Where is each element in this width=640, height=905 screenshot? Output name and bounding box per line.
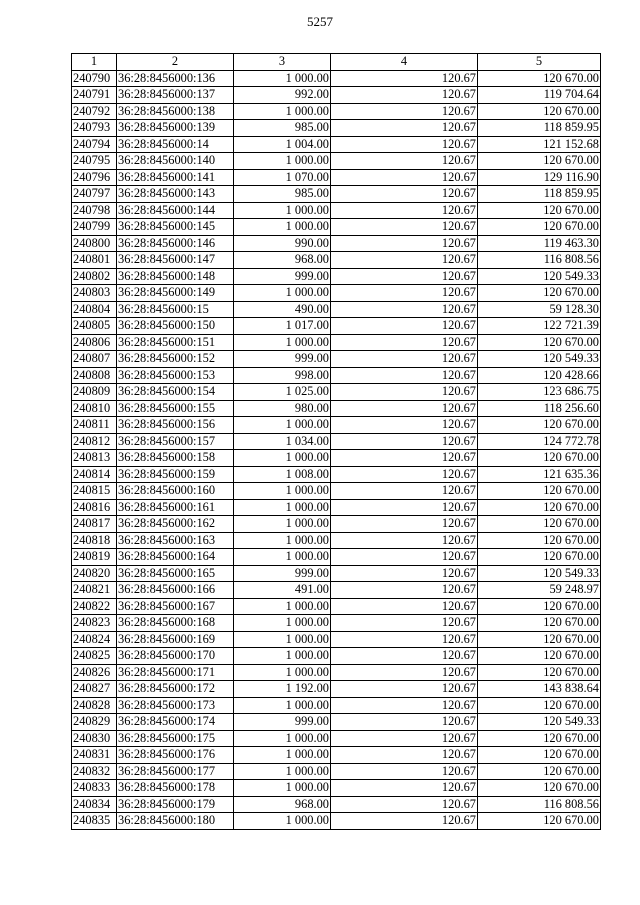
value-cell: 120 670.00 [478, 516, 601, 533]
rate-cell: 120.67 [331, 681, 478, 698]
area-cell: 491.00 [234, 582, 331, 599]
row-number-cell: 240793 [72, 120, 117, 137]
row-number-cell: 240831 [72, 747, 117, 764]
page-number: 5257 [307, 14, 333, 29]
rate-cell: 120.67 [331, 153, 478, 170]
row-number-cell: 240804 [72, 301, 117, 318]
area-cell: 1 000.00 [234, 202, 331, 219]
row-number-cell: 240792 [72, 103, 117, 120]
rate-cell: 120.67 [331, 516, 478, 533]
value-cell: 120 670.00 [478, 202, 601, 219]
column-header-5: 5 [478, 54, 601, 71]
value-cell: 121 635.36 [478, 466, 601, 483]
table-row [72, 450, 601, 467]
area-cell: 985.00 [234, 120, 331, 137]
cadastral-number-cell: 36:28:8456000:171 [117, 664, 234, 681]
row-number-cell: 240803 [72, 285, 117, 302]
row-number-cell: 240824 [72, 631, 117, 648]
value-cell: 118 859.95 [478, 120, 601, 137]
cadastral-number-cell: 36:28:8456000:159 [117, 466, 234, 483]
row-number-cell: 240822 [72, 598, 117, 615]
table-row [72, 747, 601, 764]
cadastral-number-cell: 36:28:8456000:164 [117, 549, 234, 566]
row-number-cell: 240826 [72, 664, 117, 681]
value-cell: 120 670.00 [478, 763, 601, 780]
table-row [72, 615, 601, 632]
rate-cell: 120.67 [331, 70, 478, 87]
area-cell: 1 000.00 [234, 747, 331, 764]
row-number-cell: 240811 [72, 417, 117, 434]
area-cell: 1 000.00 [234, 483, 331, 500]
row-number-cell: 240815 [72, 483, 117, 500]
area-cell: 1 000.00 [234, 730, 331, 747]
rate-cell: 120.67 [331, 169, 478, 186]
value-cell: 120 670.00 [478, 499, 601, 516]
value-cell: 120 549.33 [478, 268, 601, 285]
table-row [72, 153, 601, 170]
table-row [72, 70, 601, 87]
cadastral-number-cell: 36:28:8456000:172 [117, 681, 234, 698]
value-cell: 119 704.64 [478, 87, 601, 104]
value-cell: 120 670.00 [478, 285, 601, 302]
rate-cell: 120.67 [331, 136, 478, 153]
value-cell: 120 670.00 [478, 631, 601, 648]
row-number-cell: 240794 [72, 136, 117, 153]
area-cell: 998.00 [234, 367, 331, 384]
rate-cell: 120.67 [331, 565, 478, 582]
area-cell: 1 000.00 [234, 532, 331, 549]
row-number-cell: 240817 [72, 516, 117, 533]
rate-cell: 120.67 [331, 334, 478, 351]
cadastral-number-cell: 36:28:8456000:153 [117, 367, 234, 384]
value-cell: 123 686.75 [478, 384, 601, 401]
area-cell: 980.00 [234, 400, 331, 417]
rate-cell: 120.67 [331, 400, 478, 417]
value-cell: 143 838.64 [478, 681, 601, 698]
table-row [72, 252, 601, 269]
table-row [72, 433, 601, 450]
value-cell: 120 549.33 [478, 351, 601, 368]
table-row [72, 103, 601, 120]
cadastral-number-cell: 36:28:8456000:180 [117, 813, 234, 830]
cadastral-number-cell: 36:28:8456000:143 [117, 186, 234, 203]
row-number-cell: 240813 [72, 450, 117, 467]
table-row [72, 268, 601, 285]
cadastral-number-cell: 36:28:8456000:136 [117, 70, 234, 87]
cadastral-number-cell: 36:28:8456000:178 [117, 780, 234, 797]
table-row [72, 631, 601, 648]
area-cell: 1 034.00 [234, 433, 331, 450]
rate-cell: 120.67 [331, 252, 478, 269]
rate-cell: 120.67 [331, 450, 478, 467]
table-row [72, 796, 601, 813]
cadastral-number-cell: 36:28:8456000:140 [117, 153, 234, 170]
area-cell: 1 192.00 [234, 681, 331, 698]
table-row [72, 697, 601, 714]
rate-cell: 120.67 [331, 268, 478, 285]
value-cell: 120 670.00 [478, 813, 601, 830]
table-row [72, 714, 601, 731]
value-cell: 59 248.97 [478, 582, 601, 599]
area-cell: 1 000.00 [234, 499, 331, 516]
cadastral-number-cell: 36:28:8456000:168 [117, 615, 234, 632]
area-cell: 1 000.00 [234, 664, 331, 681]
value-cell: 120 549.33 [478, 565, 601, 582]
table-row [72, 417, 601, 434]
table-row [72, 532, 601, 549]
cadastral-number-cell: 36:28:8456000:14 [117, 136, 234, 153]
rate-cell: 120.67 [331, 433, 478, 450]
area-cell: 968.00 [234, 796, 331, 813]
cadastral-number-cell: 36:28:8456000:169 [117, 631, 234, 648]
table-row [72, 813, 601, 830]
table-row [72, 664, 601, 681]
rate-cell: 120.67 [331, 219, 478, 236]
value-cell: 116 808.56 [478, 252, 601, 269]
row-number-cell: 240816 [72, 499, 117, 516]
cadastral-number-cell: 36:28:8456000:162 [117, 516, 234, 533]
area-cell: 1 000.00 [234, 780, 331, 797]
area-cell: 1 000.00 [234, 648, 331, 665]
table-row [72, 499, 601, 516]
value-cell: 120 549.33 [478, 714, 601, 731]
table-body [72, 70, 601, 829]
cadastral-number-cell: 36:28:8456000:15 [117, 301, 234, 318]
cadastral-number-cell: 36:28:8456000:152 [117, 351, 234, 368]
value-cell: 120 670.00 [478, 664, 601, 681]
table-row [72, 169, 601, 186]
table-row [72, 763, 601, 780]
row-number-cell: 240795 [72, 153, 117, 170]
value-cell: 120 670.00 [478, 747, 601, 764]
table-row [72, 367, 601, 384]
cadastral-number-cell: 36:28:8456000:151 [117, 334, 234, 351]
table-row [72, 565, 601, 582]
value-cell: 120 670.00 [478, 417, 601, 434]
cadastral-number-cell: 36:28:8456000:179 [117, 796, 234, 813]
area-cell: 1 000.00 [234, 813, 331, 830]
table-row [72, 120, 601, 137]
row-number-cell: 240799 [72, 219, 117, 236]
row-number-cell: 240835 [72, 813, 117, 830]
table-row [72, 780, 601, 797]
row-number-cell: 240809 [72, 384, 117, 401]
cadastral-number-cell: 36:28:8456000:146 [117, 235, 234, 252]
area-cell: 968.00 [234, 252, 331, 269]
row-number-cell: 240810 [72, 400, 117, 417]
rate-cell: 120.67 [331, 318, 478, 335]
area-cell: 1 000.00 [234, 417, 331, 434]
row-number-cell: 240829 [72, 714, 117, 731]
row-number-cell: 240825 [72, 648, 117, 665]
rate-cell: 120.67 [331, 763, 478, 780]
table-row [72, 730, 601, 747]
area-cell: 490.00 [234, 301, 331, 318]
table-row [72, 334, 601, 351]
value-cell: 120 428.66 [478, 367, 601, 384]
area-cell: 999.00 [234, 565, 331, 582]
table-row [72, 87, 601, 104]
row-number-cell: 240796 [72, 169, 117, 186]
rate-cell: 120.67 [331, 417, 478, 434]
area-cell: 1 000.00 [234, 334, 331, 351]
value-cell: 59 128.30 [478, 301, 601, 318]
value-cell: 120 670.00 [478, 549, 601, 566]
cadastral-number-cell: 36:28:8456000:141 [117, 169, 234, 186]
cadastral-number-cell: 36:28:8456000:176 [117, 747, 234, 764]
row-number-cell: 240830 [72, 730, 117, 747]
table-row [72, 466, 601, 483]
cadastral-number-cell: 36:28:8456000:166 [117, 582, 234, 599]
value-cell: 120 670.00 [478, 153, 601, 170]
area-cell: 999.00 [234, 351, 331, 368]
row-number-cell: 240797 [72, 186, 117, 203]
cadastral-number-cell: 36:28:8456000:174 [117, 714, 234, 731]
value-cell: 120 670.00 [478, 648, 601, 665]
area-cell: 992.00 [234, 87, 331, 104]
table-row [72, 186, 601, 203]
area-cell: 1 000.00 [234, 103, 331, 120]
rate-cell: 120.67 [331, 351, 478, 368]
cadastral-number-cell: 36:28:8456000:157 [117, 433, 234, 450]
area-cell: 999.00 [234, 268, 331, 285]
value-cell: 118 256.60 [478, 400, 601, 417]
cadastral-number-cell: 36:28:8456000:173 [117, 697, 234, 714]
row-number-cell: 240820 [72, 565, 117, 582]
value-cell: 129 116.90 [478, 169, 601, 186]
table-row [72, 136, 601, 153]
area-cell: 1 070.00 [234, 169, 331, 186]
rate-cell: 120.67 [331, 483, 478, 500]
cadastral-number-cell: 36:28:8456000:149 [117, 285, 234, 302]
area-cell: 1 000.00 [234, 153, 331, 170]
area-cell: 985.00 [234, 186, 331, 203]
cadastral-number-cell: 36:28:8456000:163 [117, 532, 234, 549]
area-cell: 1 000.00 [234, 70, 331, 87]
rate-cell: 120.67 [331, 301, 478, 318]
cadastral-number-cell: 36:28:8456000:145 [117, 219, 234, 236]
value-cell: 120 670.00 [478, 103, 601, 120]
row-number-cell: 240802 [72, 268, 117, 285]
rate-cell: 120.67 [331, 598, 478, 615]
table-row [72, 235, 601, 252]
rate-cell: 120.67 [331, 648, 478, 665]
value-cell: 116 808.56 [478, 796, 601, 813]
rate-cell: 120.67 [331, 747, 478, 764]
value-cell: 120 670.00 [478, 219, 601, 236]
cadastral-number-cell: 36:28:8456000:167 [117, 598, 234, 615]
table-row [72, 598, 601, 615]
row-number-cell: 240790 [72, 70, 117, 87]
column-header-3: 3 [234, 54, 331, 71]
table-header-row [72, 54, 601, 71]
table-row [72, 219, 601, 236]
row-number-cell: 240805 [72, 318, 117, 335]
rate-cell: 120.67 [331, 367, 478, 384]
cadastral-number-cell: 36:28:8456000:160 [117, 483, 234, 500]
row-number-cell: 240800 [72, 235, 117, 252]
cadastral-number-cell: 36:28:8456000:158 [117, 450, 234, 467]
cadastral-number-cell: 36:28:8456000:170 [117, 648, 234, 665]
rate-cell: 120.67 [331, 714, 478, 731]
table-row [72, 681, 601, 698]
rate-cell: 120.67 [331, 103, 478, 120]
cadastral-number-cell: 36:28:8456000:150 [117, 318, 234, 335]
area-cell: 1 000.00 [234, 219, 331, 236]
table-row [72, 285, 601, 302]
rate-cell: 120.67 [331, 186, 478, 203]
column-header-2: 2 [117, 54, 234, 71]
value-cell: 119 463.30 [478, 235, 601, 252]
table-row [72, 318, 601, 335]
area-cell: 1 000.00 [234, 516, 331, 533]
value-cell: 120 670.00 [478, 70, 601, 87]
row-number-cell: 240807 [72, 351, 117, 368]
value-cell: 120 670.00 [478, 532, 601, 549]
cadastral-number-cell: 36:28:8456000:177 [117, 763, 234, 780]
table-row [72, 301, 601, 318]
table-row [72, 400, 601, 417]
rate-cell: 120.67 [331, 202, 478, 219]
rate-cell: 120.67 [331, 499, 478, 516]
cadastral-number-cell: 36:28:8456000:165 [117, 565, 234, 582]
row-number-cell: 240818 [72, 532, 117, 549]
row-number-cell: 240832 [72, 763, 117, 780]
rate-cell: 120.67 [331, 549, 478, 566]
area-cell: 1 025.00 [234, 384, 331, 401]
area-cell: 1 000.00 [234, 615, 331, 632]
row-number-cell: 240819 [72, 549, 117, 566]
value-cell: 122 721.39 [478, 318, 601, 335]
value-cell: 118 859.95 [478, 186, 601, 203]
area-cell: 1 000.00 [234, 285, 331, 302]
value-cell: 120 670.00 [478, 697, 601, 714]
cadastral-number-cell: 36:28:8456000:154 [117, 384, 234, 401]
area-cell: 1 008.00 [234, 466, 331, 483]
table-row [72, 549, 601, 566]
rate-cell: 120.67 [331, 615, 478, 632]
area-cell: 990.00 [234, 235, 331, 252]
area-cell: 1 000.00 [234, 450, 331, 467]
row-number-cell: 240827 [72, 681, 117, 698]
rate-cell: 120.67 [331, 120, 478, 137]
value-cell: 121 152.68 [478, 136, 601, 153]
rate-cell: 120.67 [331, 384, 478, 401]
row-number-cell: 240791 [72, 87, 117, 104]
value-cell: 120 670.00 [478, 483, 601, 500]
cadastral-number-cell: 36:28:8456000:147 [117, 252, 234, 269]
value-cell: 120 670.00 [478, 598, 601, 615]
registry-table [71, 53, 601, 830]
cadastral-number-cell: 36:28:8456000:139 [117, 120, 234, 137]
row-number-cell: 240798 [72, 202, 117, 219]
value-cell: 120 670.00 [478, 615, 601, 632]
area-cell: 1 000.00 [234, 631, 331, 648]
column-header-4: 4 [331, 54, 478, 71]
area-cell: 1 000.00 [234, 549, 331, 566]
table-row [72, 648, 601, 665]
rate-cell: 120.67 [331, 285, 478, 302]
rate-cell: 120.67 [331, 796, 478, 813]
area-cell: 1 017.00 [234, 318, 331, 335]
row-number-cell: 240808 [72, 367, 117, 384]
rate-cell: 120.67 [331, 87, 478, 104]
area-cell: 1 000.00 [234, 763, 331, 780]
table-row [72, 483, 601, 500]
cadastral-number-cell: 36:28:8456000:156 [117, 417, 234, 434]
row-number-cell: 240834 [72, 796, 117, 813]
rate-cell: 120.67 [331, 532, 478, 549]
rate-cell: 120.67 [331, 813, 478, 830]
cadastral-number-cell: 36:28:8456000:161 [117, 499, 234, 516]
row-number-cell: 240812 [72, 433, 117, 450]
rate-cell: 120.67 [331, 780, 478, 797]
row-number-cell: 240801 [72, 252, 117, 269]
rate-cell: 120.67 [331, 697, 478, 714]
table-row [72, 384, 601, 401]
value-cell: 120 670.00 [478, 334, 601, 351]
value-cell: 120 670.00 [478, 780, 601, 797]
cadastral-number-cell: 36:28:8456000:144 [117, 202, 234, 219]
value-cell: 120 670.00 [478, 730, 601, 747]
rate-cell: 120.67 [331, 664, 478, 681]
area-cell: 999.00 [234, 714, 331, 731]
cadastral-number-cell: 36:28:8456000:137 [117, 87, 234, 104]
row-number-cell: 240806 [72, 334, 117, 351]
table-row [72, 516, 601, 533]
table-row [72, 582, 601, 599]
area-cell: 1 000.00 [234, 598, 331, 615]
row-number-cell: 240823 [72, 615, 117, 632]
rate-cell: 120.67 [331, 730, 478, 747]
table-row [72, 351, 601, 368]
value-cell: 124 772.78 [478, 433, 601, 450]
table-row [72, 202, 601, 219]
rate-cell: 120.67 [331, 631, 478, 648]
row-number-cell: 240814 [72, 466, 117, 483]
row-number-cell: 240828 [72, 697, 117, 714]
cadastral-number-cell: 36:28:8456000:138 [117, 103, 234, 120]
area-cell: 1 000.00 [234, 697, 331, 714]
value-cell: 120 670.00 [478, 450, 601, 467]
column-header-1: 1 [72, 54, 117, 71]
area-cell: 1 004.00 [234, 136, 331, 153]
row-number-cell: 240833 [72, 780, 117, 797]
cadastral-number-cell: 36:28:8456000:175 [117, 730, 234, 747]
rate-cell: 120.67 [331, 582, 478, 599]
cadastral-number-cell: 36:28:8456000:148 [117, 268, 234, 285]
rate-cell: 120.67 [331, 466, 478, 483]
rate-cell: 120.67 [331, 235, 478, 252]
row-number-cell: 240821 [72, 582, 117, 599]
cadastral-number-cell: 36:28:8456000:155 [117, 400, 234, 417]
